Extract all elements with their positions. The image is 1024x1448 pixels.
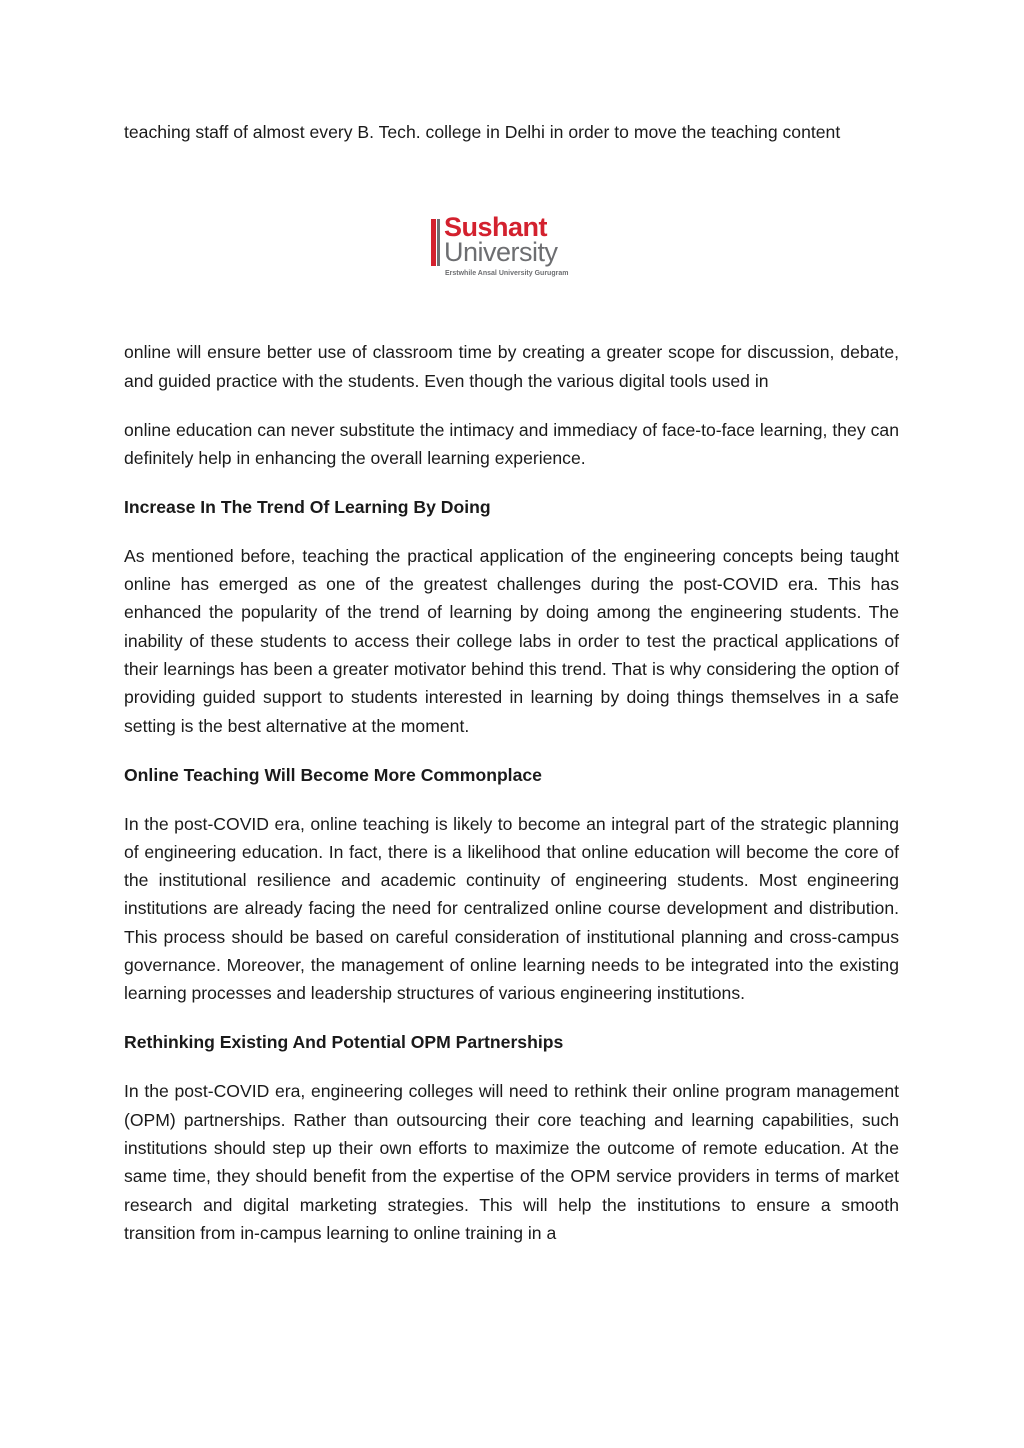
paragraph-opm-partnerships: In the post-COVID era, engineering colleges will need to rethink their online program management (OPM) partnerships. Rather than outsourcing their core teaching and learning capabilities, such institutions should step up their own efforts to maximize the outcome of remote education. At the same time, they should benefit from the expertise of the OPM service providers in terms of market research and digital marketing strategies. This will help the institutions to ensure a smooth transition from in-campus learning to online training in a <box>124 1081 899 1243</box>
logo-block <box>124 212 899 312</box>
paragraph-online-teaching: In the post-COVID era, online teaching is likely to become an integral part of the strategic planning of engineering education. In fact, there is a likelihood that online education will become the core of the institutional resilience and academic continuity of engineering students. Most engineering institutions are already facing the need for centralized online course development and distribution. This process should be based on careful consideration of institutional planning and cross-campus governance. Moreover, the management of online learning needs to be integrated into the existing learning processes and leadership structures of various engineering institutions. <box>124 813 899 1004</box>
heading-online-teaching: Online Teaching Will Become More Commonplace <box>124 764 542 785</box>
heading-opm-partnerships: Rethinking Existing And Potential OPM Partnerships <box>124 1032 564 1053</box>
paragraph-classroom-time: online will ensure better use of classroom time by creating a greater scope for discussion, debate, and guided practice with the students. Even though the various digital tools used in <box>124 342 899 391</box>
document-page <box>124 118 899 1268</box>
paragraph-learning-by-doing: As mentioned before, teaching the practical application of the engineering concepts being taught online has emerged as one of the greatest challenges during the post-COVID era. This has enhanced the popularity of the trend of learning by doing among the engineering students. The inability of these students to access their college labs in order to test the practical applications of their learnings has been a greater motivator behind this trend. That is why considering the option of providing guided support to students interested in learning by doing things themselves in a safe setting is the best alternative at the moment. <box>124 545 899 736</box>
logo-word-university: University <box>444 237 558 268</box>
logo-tagline: Erstwhile Ansal University Gurugram <box>445 270 569 278</box>
paragraph-digital-tools: online education can never substitute the intimacy and immediacy of face-to-face learning, they can definitely help in enhancing the overall learning experience. <box>124 419 899 468</box>
heading-learning-by-doing: Increase In The Trend Of Learning By Doing <box>124 496 491 517</box>
logo-bars-icon <box>431 219 441 266</box>
sushant-university-logo <box>431 212 591 282</box>
paragraph-intro: teaching staff of almost every B. Tech. college in Delhi in order to move the teaching content <box>124 122 841 142</box>
logo-word-sushant: Sushant <box>444 212 548 243</box>
